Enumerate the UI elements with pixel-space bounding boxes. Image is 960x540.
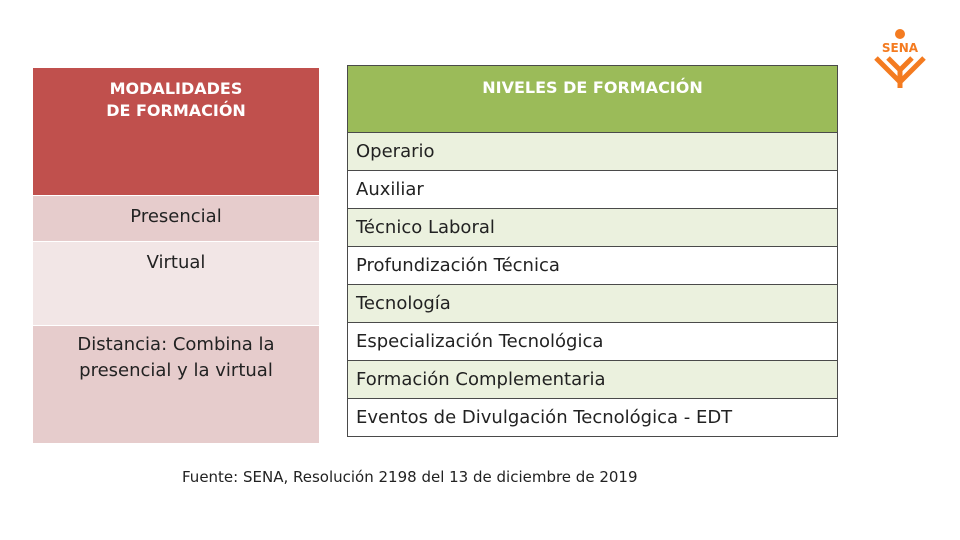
sena-logo: [868, 28, 932, 90]
modalidades-header: [33, 68, 320, 196]
nivel-row: Auxiliar: [348, 171, 838, 209]
nivel-row: Profundización Técnica: [348, 247, 838, 285]
logo-text: SENA: [881, 41, 919, 55]
nivel-row: Eventos de Divulgación Tecnológica - EDT: [348, 399, 838, 437]
nivel-row: Formación Complementaria: [348, 361, 838, 399]
niveles-header: NIVELES DE FORMACIÓN: [348, 66, 838, 133]
modalidad-distancia: Distancia: Combina la presencial y la virtual: [33, 326, 320, 444]
modalidades-header-line2: DE FORMACIÓN: [106, 101, 246, 120]
source-caption: Fuente: SENA, Resolución 2198 del 13 de diciembre de 2019: [182, 468, 638, 486]
logo-head-icon: [895, 29, 905, 39]
nivel-row: Operario: [348, 133, 838, 171]
modalidades-table: [32, 67, 320, 444]
nivel-row: Especialización Tecnológica: [348, 323, 838, 361]
niveles-table: [347, 65, 838, 437]
nivel-row: Técnico Laboral: [348, 209, 838, 247]
logo-figure-icon: [876, 58, 924, 88]
modalidad-virtual: Virtual: [33, 242, 320, 326]
modalidad-presencial: Presencial: [33, 196, 320, 242]
nivel-row: Tecnología: [348, 285, 838, 323]
modalidades-header-line1: MODALIDADES: [109, 79, 243, 98]
